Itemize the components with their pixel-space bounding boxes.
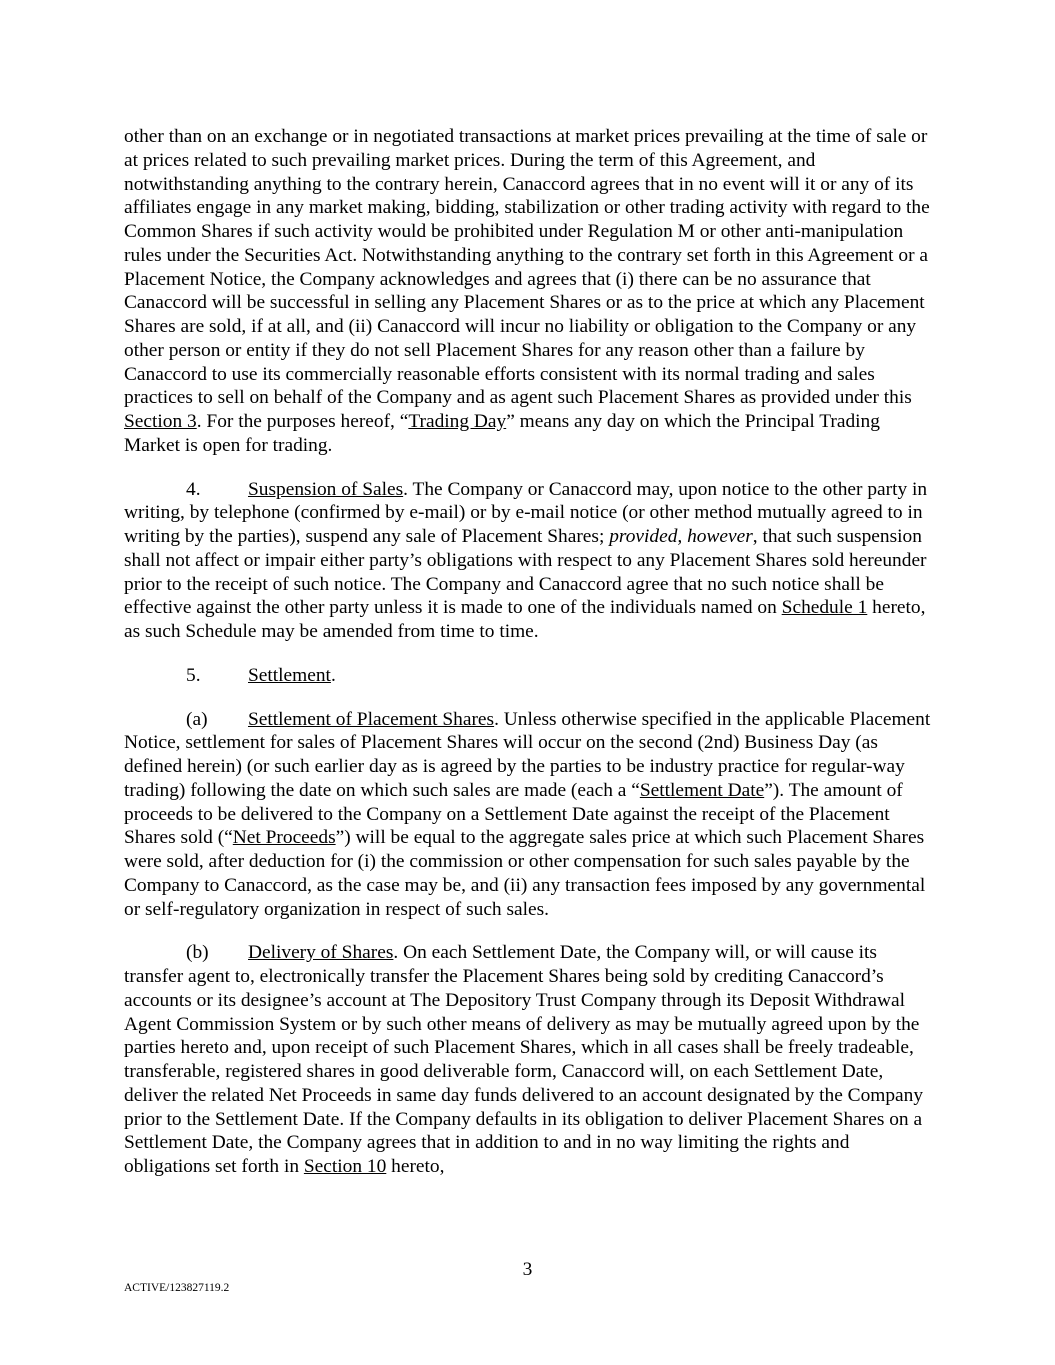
section-heading: Suspension of Sales — [248, 478, 404, 500]
paragraph-text: . For the purposes hereof, “ — [196, 411, 409, 432]
schedule-1-reference: Schedule 1 — [781, 597, 868, 619]
paragraph-text: , that such suspension shall not affect or impair either party’s obligations with respect to any Placement Shares sold hereunder prior to the receipt of such notice. The Company and Canaccord agree that no such notice shall be effective against the other party unless it is made to one of the individuals named on — [124, 526, 927, 619]
paragraph-text: . The Company or Canaccord may, upon notice to the other party in writing, by telephone (confirmed by e-mail) or by e-mail notice (or other method mutually agreed to in writing by the parties), suspend any sale of Placement Shares; — [124, 478, 928, 547]
section-5b-paragraph — [124, 941, 936, 1179]
paragraph-text: ”) will be equal to the aggregate sales price at which such Placement Shares were sold, after deduction for (i) the commission or other compensation for such sales payable by the Company to Canaccord, as the case may be, and (ii) any transaction fees imposed by any governmental or self-regulatory organization in respect of such sales. — [124, 827, 926, 920]
trading-day-term: Trading Day — [408, 411, 507, 432]
subsection-number: (b) — [186, 942, 209, 964]
section-10-reference: Section 10 — [303, 1156, 387, 1177]
paragraph-text: ” means any day on which the Principal Trading Market is open for trading. — [124, 411, 880, 456]
subsection-heading: Settlement of Placement Shares — [248, 708, 495, 730]
section-5a-paragraph — [124, 708, 936, 922]
section-number: 4. — [186, 478, 201, 500]
section-4-paragraph — [124, 478, 936, 644]
paragraph-text: ”). The amount of proceeds to be delivered to the Company on a Settlement Date against the receipt of the Placement Shares sold (“ — [124, 779, 903, 849]
document-id: ACTIVE/123827119.2 — [124, 1282, 230, 1294]
section-heading: Settlement — [248, 664, 331, 686]
section-3-reference: Section 3 — [124, 411, 197, 432]
italic-term: provided, however — [609, 526, 753, 547]
settlement-date-term: Settlement Date — [639, 779, 765, 801]
paragraph-text: . — [330, 664, 336, 686]
document-body — [124, 125, 936, 1179]
section-number: 5. — [186, 664, 201, 686]
paragraph-text: hereto, — [386, 1156, 445, 1177]
subsection-heading: Delivery of Shares — [248, 942, 394, 964]
page-number: 3 — [522, 1259, 533, 1280]
paragraph-text: . On each Settlement Date, the Company will, or will cause its transfer agent to, electronically transfer the Placement Shares being sold by crediting Canaccord’s accounts or its designee’s account at The Depository Trust Company through its Deposit Withdrawal Agent Commission System or by such other means of delivery as may be mutually agreed upon by the parties hereto and, upon receipt of such Placement Shares, which in all cases shall be freely tradeable, transferable, registered shares in good deliverable form, Canaccord will, on each Settlement Date, deliver the related Net Proceeds in same day funds delivered to an account designated by the Company prior to the Settlement Date. If the Company defaults in its obligation to deliver Placement Shares on a Settlement Date, the Company agrees that in addition to and in no way limiting the rights and obligations set forth in — [124, 942, 924, 1177]
section-5-heading — [124, 664, 936, 688]
paragraph-continuation — [124, 125, 936, 458]
subsection-number: (a) — [186, 708, 208, 730]
net-proceeds-term: Net Proceeds — [232, 827, 336, 849]
paragraph-text: hereto, as such Schedule may be amended from time to time. — [124, 597, 926, 642]
paragraph-text: . Unless otherwise specified in the applicable Placement Notice, settlement for sales of Placement Shares will occur on the second (2nd) Business Day (as defined herein) (or such earlier day as is agreed by the parties to be industry practice for regular-way trading) following the date on which such sales are made (each a “ — [124, 708, 931, 801]
paragraph-text: other than on an exchange or in negotiated transactions at market prices prevailing at the time of sale or at prices related to such prevailing market prices. During the term of this Agreement, and notwithstanding anything to the contrary herein, Canaccord agrees that in no event will it or any of its affiliates engage in any market making, bidding, stabilization or other trading activity with regard to the Common Shares if such activity would be prohibited under Regulation M or other anti-manipulation rules under the Securities Act. Notwithstanding anything to the contrary set forth in this Agreement or a Placement Notice, the Company acknowledges and agrees that (i) there can be no assurance that Canaccord will be successful in selling any Placement Shares or as to the price at which any Placement Shares are sold, if at all, and (ii) Canaccord will incur no liability or obligation to the Company or any other person or entity if they do not sell Placement Shares for any reason other than a failure by Canaccord to use its commercially reasonable efforts consistent with its normal trading and sales practices to sell on behalf of the Company and as agent such Placement Shares as provided under this — [124, 126, 930, 409]
